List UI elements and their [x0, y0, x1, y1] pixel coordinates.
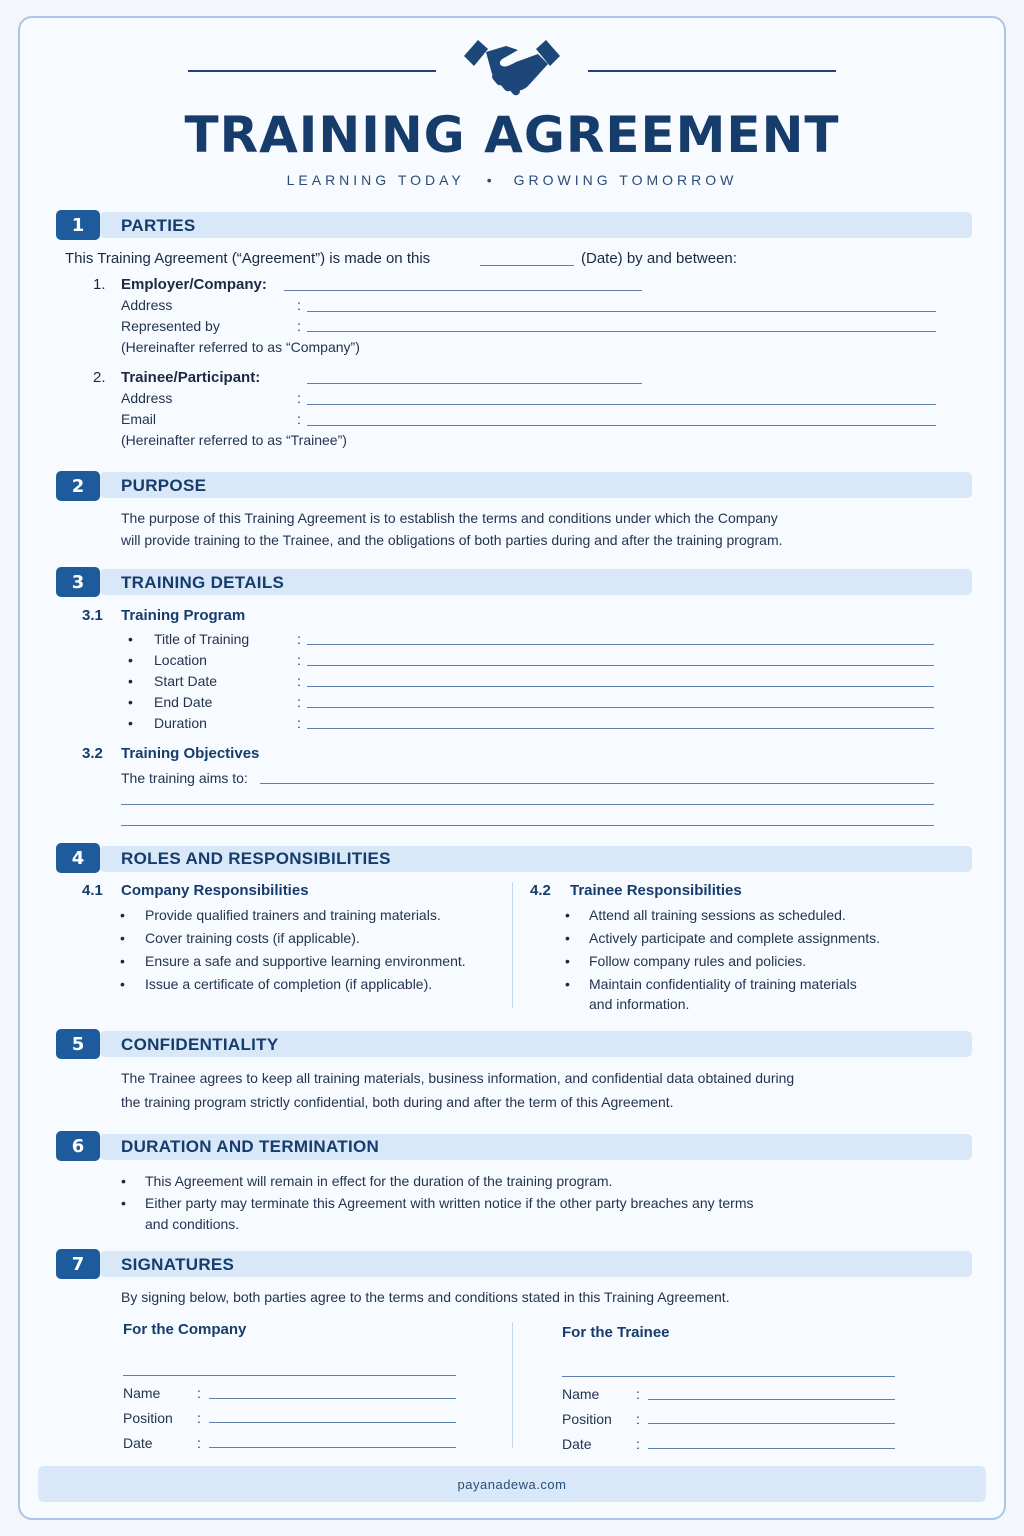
signatures-intro: By signing below, both parties agree to the terms and conditions stated in this Training Agreement.: [121, 1289, 730, 1305]
bullet-icon: •: [128, 673, 133, 689]
trainee-signature-heading: For the Trainee: [562, 1324, 670, 1341]
subsection-4-2-title: Trainee Responsibilities: [570, 882, 742, 899]
section-1-band: [100, 212, 972, 238]
field-start-date: Start Date: [154, 673, 218, 689]
trainee-position-label: Position: [562, 1411, 612, 1427]
colon: :: [297, 631, 301, 647]
tagline: [0, 172, 1024, 188]
section-4-title: ROLES AND RESPONSIBILITIES: [121, 849, 391, 868]
trainee-resp-item: Follow company rules and policies.: [589, 953, 807, 969]
colon: :: [297, 673, 301, 689]
objectives-line-2[interactable]: [121, 804, 934, 805]
subsection-3-1-number: 3.1: [82, 607, 103, 624]
section-7-number: 7: [56, 1249, 100, 1279]
objectives-line-3[interactable]: [121, 825, 934, 826]
bullet-icon: •: [120, 953, 125, 969]
section-2-number: 2: [56, 471, 100, 501]
employer-address-line[interactable]: [307, 311, 936, 312]
bullet-icon: •: [120, 930, 125, 946]
bullet-icon: •: [128, 715, 133, 731]
trainee-address-label: Address: [121, 390, 173, 406]
section-2-title: PURPOSE: [121, 476, 207, 495]
purpose-text-1: The purpose of this Training Agreement is to establish the terms and conditions under which the Company: [121, 510, 778, 526]
company-resp-item: Cover training costs (if applicable).: [145, 930, 360, 946]
colon: :: [197, 1410, 201, 1426]
company-position-line[interactable]: [209, 1422, 456, 1423]
title-of-training-line[interactable]: [307, 644, 934, 645]
purpose-text-2: will provide training to the Trainee, and the obligations of both parties during and after the training program.: [121, 532, 783, 548]
bullet-icon: •: [120, 976, 125, 992]
trainee-reference-note: (Hereinafter referred to as “Trainee”): [121, 432, 347, 448]
colon: :: [636, 1436, 640, 1452]
company-date-label: Date: [123, 1435, 153, 1451]
termination-item: Either party may terminate this Agreement with written notice if the other party breaches any terms: [145, 1195, 754, 1211]
footer-website[interactable]: payanadewa.com: [457, 1476, 567, 1492]
company-name-label: Name: [123, 1385, 161, 1401]
trainee-label: Trainee/Participant:: [121, 369, 261, 386]
trainee-position-line[interactable]: [648, 1423, 895, 1424]
company-resp-item: Issue a certificate of completion (if applicable).: [145, 976, 433, 992]
section-5-number: 5: [56, 1029, 100, 1059]
section-2-band: [100, 472, 972, 498]
subsection-4-2-number: 4.2: [530, 882, 551, 899]
field-location: Location: [154, 652, 207, 668]
bullet-icon: •: [121, 1195, 126, 1211]
colon: :: [636, 1411, 640, 1427]
tagline-separator: •: [486, 172, 492, 188]
colon: :: [297, 318, 301, 334]
confidentiality-text-2: the training program strictly confidential, both during and after the term of this Agreement.: [121, 1094, 674, 1110]
section-6-title: DURATION AND TERMINATION: [121, 1137, 380, 1156]
objectives-intro: The training aims to:: [121, 770, 248, 786]
bullet-icon: •: [128, 652, 133, 668]
parties-intro-tail: (Date) by and between:: [581, 250, 737, 267]
location-line[interactable]: [307, 665, 934, 666]
bullet-icon: •: [565, 953, 570, 969]
section-5-title: CONFIDENTIALITY: [121, 1035, 279, 1054]
colon: :: [297, 390, 301, 406]
parties-intro: This Training Agreement (“Agreement”) is made on this: [65, 250, 431, 267]
section-1-number: 1: [56, 210, 100, 240]
bullet-icon: •: [565, 907, 570, 923]
objectives-line-1[interactable]: [260, 783, 934, 784]
company-reference-note: (Hereinafter referred to as “Company”): [121, 339, 360, 355]
field-title-of-training: Title of Training: [154, 631, 250, 647]
colon: :: [197, 1435, 201, 1451]
bullet-icon: •: [128, 631, 133, 647]
company-signature-line[interactable]: [123, 1375, 456, 1376]
trainee-date-line[interactable]: [648, 1448, 895, 1449]
company-resp-item: Provide qualified trainers and training materials.: [145, 907, 441, 923]
tagline-left: LEARNING TODAY: [286, 172, 465, 188]
trainee-email-line[interactable]: [307, 425, 936, 426]
termination-item: This Agreement will remain in effect for the duration of the training program.: [145, 1173, 613, 1189]
bullet-icon: •: [121, 1173, 126, 1189]
employer-address-label: Address: [121, 297, 173, 313]
colon: :: [197, 1385, 201, 1401]
header-rule-left: [188, 70, 436, 72]
trainee-resp-item-cont: and information.: [589, 996, 690, 1012]
trainee-resp-item: Maintain confidentiality of training materials: [589, 976, 857, 992]
company-signature-heading: For the Company: [123, 1321, 247, 1338]
confidentiality-text-1: The Trainee agrees to keep all training materials, business information, and confidential data obtained during: [121, 1070, 795, 1086]
termination-item-cont: and conditions.: [145, 1216, 240, 1232]
bullet-icon: •: [120, 907, 125, 923]
bullet-icon: •: [565, 930, 570, 946]
header-rule-right: [588, 70, 836, 72]
bullet-icon: •: [565, 976, 570, 992]
end-date-line[interactable]: [307, 707, 934, 708]
trainee-email-label: Email: [121, 411, 157, 427]
section-4-number: 4: [56, 843, 100, 873]
subsection-3-2-number: 3.2: [82, 745, 103, 762]
footer-band: [38, 1466, 986, 1502]
trainee-date-label: Date: [562, 1436, 592, 1452]
trainee-sig-name-line[interactable]: [648, 1399, 895, 1400]
section-3-number: 3: [56, 567, 100, 597]
company-resp-item: Ensure a safe and supportive learning environment.: [145, 953, 466, 969]
trainee-name-label: Name: [562, 1386, 600, 1402]
agreement-date-line[interactable]: [480, 265, 574, 266]
colon: :: [297, 297, 301, 313]
tagline-right: GROWING TOMORROW: [513, 172, 738, 188]
section-7-title: SIGNATURES: [121, 1255, 235, 1274]
colon: :: [297, 411, 301, 427]
employer-label: Employer/Company:: [121, 276, 267, 293]
colon: :: [297, 694, 301, 710]
trainee-address-line[interactable]: [307, 404, 936, 405]
duration-line[interactable]: [307, 728, 934, 729]
colon: :: [636, 1386, 640, 1402]
colon: :: [297, 652, 301, 668]
subsection-3-2-title: Training Objectives: [121, 745, 260, 762]
column-divider: [512, 882, 513, 1008]
section-1-title: PARTIES: [121, 216, 196, 235]
field-duration: Duration: [154, 715, 207, 731]
company-position-label: Position: [123, 1410, 173, 1426]
subsection-3-1-title: Training Program: [121, 607, 246, 624]
employer-name-line[interactable]: [284, 290, 642, 291]
company-name-line[interactable]: [209, 1398, 456, 1399]
trainee-resp-item: Actively participate and complete assignments.: [589, 930, 881, 946]
page-title: TRAINING AGREEMENT: [184, 106, 840, 164]
trainee-resp-item: Attend all training sessions as scheduled.: [589, 907, 846, 923]
subsection-4-1-title: Company Responsibilities: [121, 882, 309, 899]
section-3-title: TRAINING DETAILS: [121, 573, 285, 592]
field-end-date: End Date: [154, 694, 213, 710]
section-6-number: 6: [56, 1131, 100, 1161]
trainee-name-line[interactable]: [307, 383, 642, 384]
subsection-4-1-number: 4.1: [82, 882, 103, 899]
company-date-line[interactable]: [209, 1447, 456, 1448]
colon: :: [297, 715, 301, 731]
party-2-number: 2.: [93, 369, 106, 386]
party-1-number: 1.: [93, 276, 106, 293]
employer-rep-label: Represented by: [121, 318, 220, 334]
handshake-icon: [462, 34, 562, 102]
trainee-signature-line[interactable]: [562, 1376, 895, 1377]
signature-divider: [512, 1322, 513, 1448]
employer-rep-line[interactable]: [307, 331, 936, 332]
start-date-line[interactable]: [307, 686, 934, 687]
bullet-icon: •: [128, 694, 133, 710]
